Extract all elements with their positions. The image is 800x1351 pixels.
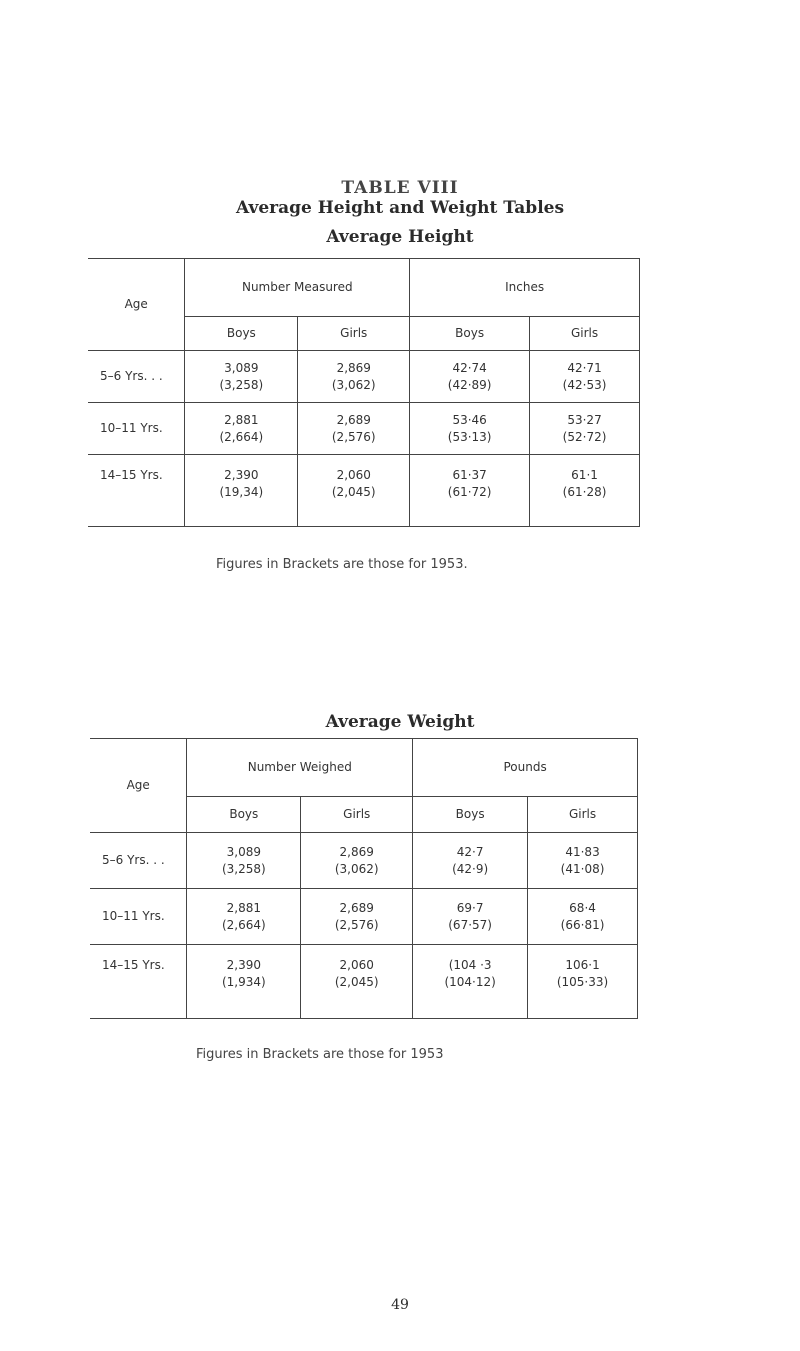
number-weighed-header: Number Weighed <box>187 739 413 797</box>
table-row <box>90 833 638 889</box>
data-cell: 2,881 (2,664) <box>187 889 301 945</box>
data-cell: 61·1 (61·28) <box>530 455 640 527</box>
data-cell: 42·71 (42·53) <box>530 351 640 403</box>
height-section-title: Average Height <box>326 227 474 247</box>
table-row <box>88 403 640 455</box>
subheader-boys: Boys <box>413 797 528 833</box>
weight-footnote: Figures in Brackets are those for 1953 <box>196 1047 444 1062</box>
data-cell: 2,881 (2,664) <box>185 403 298 455</box>
weight-table <box>90 738 638 1019</box>
data-cell: (104 ·3 (104·12) <box>413 945 528 1019</box>
data-cell: 2,390 (1,934) <box>187 945 301 1019</box>
data-cell: 2,689 (2,576) <box>301 889 413 945</box>
inches-header: Inches <box>410 259 640 317</box>
subheader-boys: Boys <box>187 797 301 833</box>
data-cell: 2,689 (2,576) <box>298 403 410 455</box>
data-cell: 2,060 (2,045) <box>301 945 413 1019</box>
table-row <box>90 889 638 945</box>
subheader-girls: Girls <box>528 797 638 833</box>
table-row <box>90 945 638 1019</box>
age-cell: 10–11 Yrs. <box>88 403 185 455</box>
data-cell: 3,089 (3,258) <box>185 351 298 403</box>
weight-section-title: Average Weight <box>325 712 475 732</box>
data-cell: 2,390 (19,34) <box>185 455 298 527</box>
table-row <box>88 351 640 403</box>
data-cell: 61·37 (61·72) <box>410 455 530 527</box>
data-cell: 68·4 (66·81) <box>528 889 638 945</box>
data-cell: 69·7 (67·57) <box>413 889 528 945</box>
data-cell: 2,869 (3,062) <box>298 351 410 403</box>
page-title: Average Height and Weight Tables <box>235 198 565 218</box>
height-table <box>88 258 640 527</box>
number-measured-header: Number Measured <box>185 259 410 317</box>
age-header: Age <box>90 739 187 833</box>
table-row <box>88 455 640 527</box>
subheader-girls: Girls <box>301 797 413 833</box>
page-number: 49 <box>391 1297 409 1313</box>
height-footnote: Figures in Brackets are those for 1953. <box>216 557 468 572</box>
data-cell: 53·46 (53·13) <box>410 403 530 455</box>
subheader-girls: Girls <box>530 317 640 351</box>
data-cell: 42·74 (42·89) <box>410 351 530 403</box>
data-cell: 42·7 (42·9) <box>413 833 528 889</box>
data-cell: 2,060 (2,045) <box>298 455 410 527</box>
age-cell: 5–6 Yrs. . . <box>90 833 187 889</box>
data-cell: 106·1 (105·33) <box>528 945 638 1019</box>
subheader-girls: Girls <box>298 317 410 351</box>
data-cell: 3,089 (3,258) <box>187 833 301 889</box>
age-header: Age <box>88 259 185 351</box>
age-cell: 5–6 Yrs. . . <box>88 351 185 403</box>
data-cell: 41·83 (41·08) <box>528 833 638 889</box>
age-cell: 14–15 Yrs. <box>88 455 185 527</box>
table-label: TABLE VIII <box>341 178 459 198</box>
subheader-boys: Boys <box>410 317 530 351</box>
age-cell: 14–15 Yrs. <box>90 945 187 1019</box>
data-cell: 2,869 (3,062) <box>301 833 413 889</box>
subheader-boys: Boys <box>185 317 298 351</box>
age-cell: 10–11 Yrs. <box>90 889 187 945</box>
data-cell: 53·27 (52·72) <box>530 403 640 455</box>
pounds-header: Pounds <box>413 739 638 797</box>
